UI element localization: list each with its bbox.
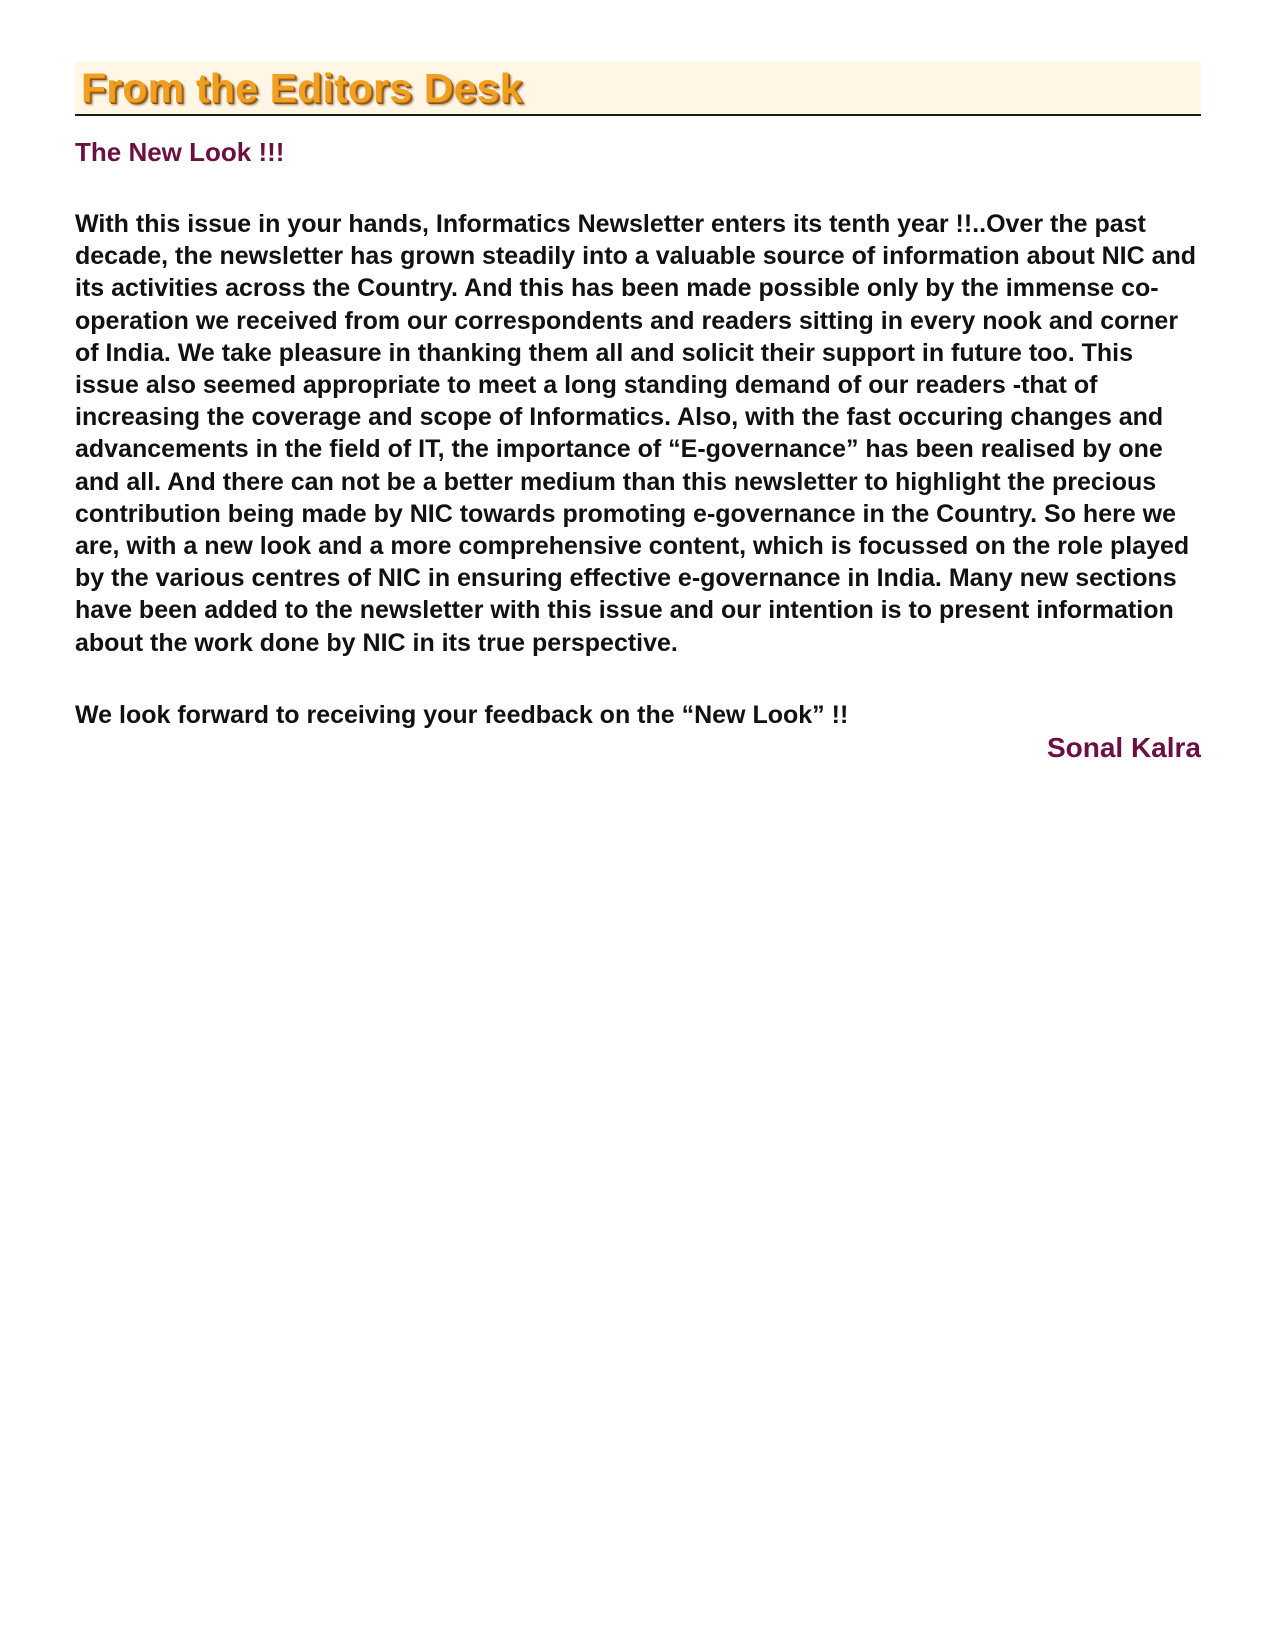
article-closing: We look forward to receiving your feedback on the “New Look” !!	[75, 700, 849, 729]
article-heading: The New Look !!!	[75, 137, 285, 167]
editorial-page	[75, 62, 1201, 765]
editor-signature: Sonal Kalra	[1046, 731, 1201, 763]
banner-title: From the Editors Desk	[81, 65, 523, 111]
section-banner	[75, 62, 1201, 116]
article-body: With this issue in your hands, Informatics Newsletter enters its tenth year !!..Over the past decade, the newsletter has grown steadily into a valuable source of information about NIC and its activities across the Country. And this has been made possible only by the immense co-operation we received from our correspondents and readers sitting in every nook and corner of India. We take pleasure in thanking them all and solicit their support in future too. This issue also seemed appropriate to meet a long standing demand of our readers -that of increasing the coverage and scope of Informatics. Also, with the fast occuring changes and advancements in the field of IT, the importance of “E-governance” has been realised by one and all. And there can not be a better medium than this newsletter to highlight the precious contribution being made by NIC towards promoting e-governance in the Country. So here we are, with a new look and a more comprehensive content, which is focussed on the role played by the various centres of NIC in ensuring effective e-governance in India. Many new sections have been added to the newsletter with this issue and our intention is to present information about the work done by NIC in its true perspective.	[75, 210, 1197, 657]
